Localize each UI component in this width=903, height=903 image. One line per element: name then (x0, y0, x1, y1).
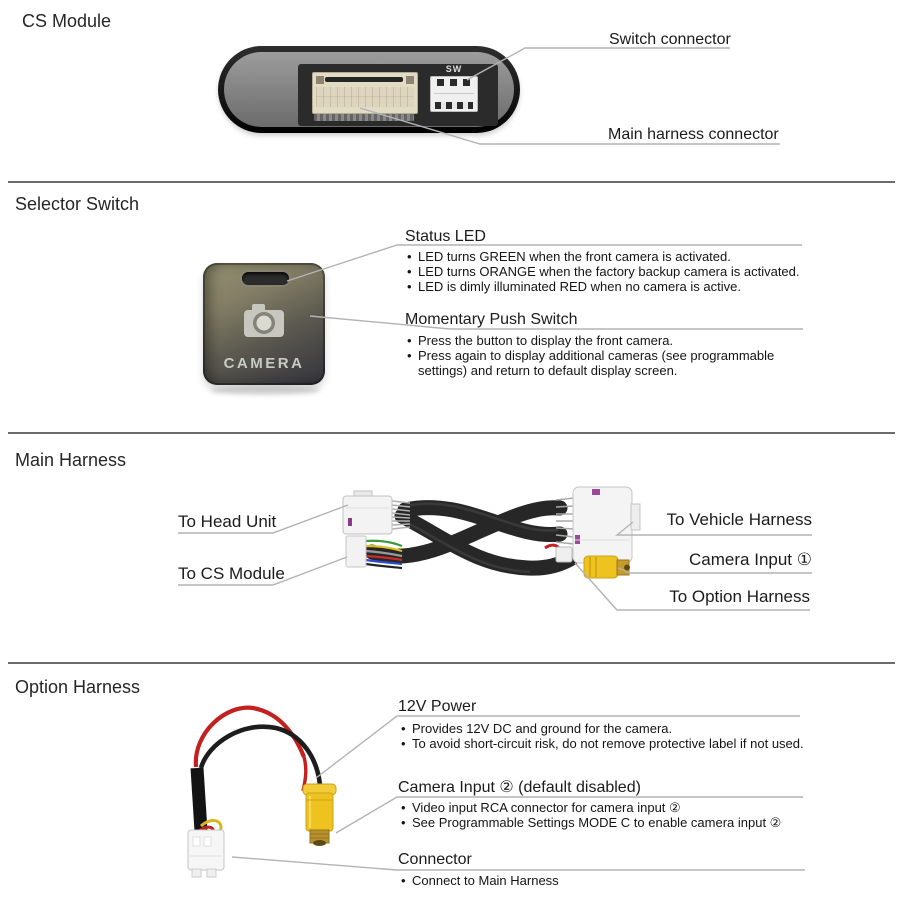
option-harness-image (188, 708, 336, 877)
camera-button-label: CAMERA (223, 355, 305, 372)
list-item: • LED turns GREEN when the front camera is activated. (406, 249, 886, 264)
label-to-head-unit: To Head Unit (178, 512, 277, 531)
callout-switch-connector: Switch connector (609, 31, 731, 48)
list-item: • See Programmable Settings MODE C to enable camera input ② (400, 815, 880, 830)
section-title-option-harness: Option Harness (15, 677, 141, 697)
list-item: • Provides 12V DC and ground for the camera. (400, 721, 880, 736)
cs-module-connector (346, 536, 366, 567)
head-unit-connector (343, 491, 392, 534)
list-item: • Press the button to display the front camera. (406, 333, 798, 348)
callout-status-led: Status LED (405, 228, 486, 245)
push-switch-notes (406, 333, 798, 378)
callout-connector: Connector (398, 851, 472, 868)
callout-main-harness-connector: Main harness connector (608, 126, 779, 143)
main-harness-image (343, 487, 640, 578)
callout-camera-input-2: Camera Input ② (default disabled) (398, 779, 641, 796)
sw-port-label: SW (445, 64, 463, 74)
red-power-wire (196, 708, 304, 767)
section-title-cs-module: CS Module (22, 11, 112, 31)
list-item: • To avoid short-circuit risk, do not remove protective label if not used. (400, 736, 880, 751)
section-title-main-harness: Main Harness (15, 450, 127, 470)
list-item: • Press again to display additional cameras (see programmable settings) and return to default display screen. (406, 348, 798, 378)
list-item: • LED is dimly illuminated RED when no camera is active. (406, 279, 886, 294)
power-notes (400, 721, 880, 751)
label-to-vehicle-harness: To Vehicle Harness (666, 510, 812, 529)
label-camera-input-1: Camera Input ① (689, 550, 812, 569)
status-led-notes (406, 249, 886, 294)
section-title-selector-switch: Selector Switch (15, 194, 140, 214)
camera-input-2-notes (400, 800, 880, 830)
callout-momentary-push-switch: Momentary Push Switch (405, 311, 578, 328)
option-harness-connector-plug (556, 547, 572, 562)
list-item: • LED turns ORANGE when the factory backup camera is activated. (406, 264, 886, 279)
rca-camera-input-2 (303, 784, 336, 846)
connector-notes (400, 873, 880, 888)
label-to-cs-module: To CS Module (178, 564, 285, 583)
callout-12v-power: 12V Power (398, 698, 477, 715)
label-to-option-harness: To Option Harness (669, 587, 810, 606)
list-item: • Connect to Main Harness (400, 873, 880, 888)
list-item: • Video input RCA connector for camera input ② (400, 800, 880, 815)
option-white-connector (188, 830, 224, 877)
heat-shrink-tube (197, 768, 201, 831)
